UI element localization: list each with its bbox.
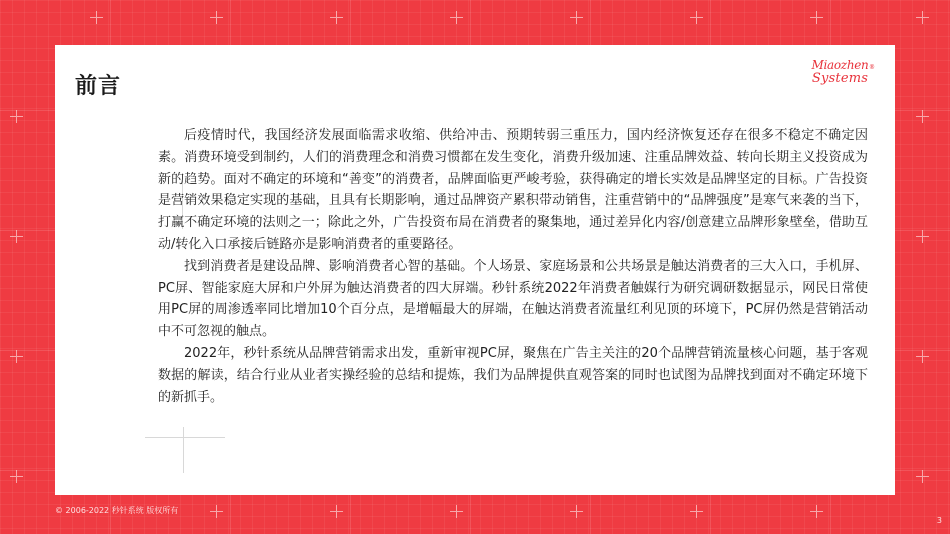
paragraph: 2022年，秒针系统从品牌营销需求出发，重新审视PC屏，聚焦在广告主关注的20个品牌营销流量核心问题，基于客观数据的解读，结合行业从业者实操经验的总结和提炼，我们为品牌提供直观答案的同时也试图为品牌找到面对不确定环境下的新抓手。: [158, 345, 868, 405]
grid-plus-marker: [570, 505, 583, 518]
grid-plus-marker: [10, 230, 23, 243]
paragraph: 后疫情时代，我国经济发展面临需求收缩、供给冲击、预期转弱三重压力，国内经济恢复还存在很多不稳定不确定因素。消费环境受到制约，人们的消费理念和消费习惯都在发生变化，消费升级加速、注重品牌效益、转向长期主义投资成为新的趋势。面对不确定的环境和“善变”的消费者，品牌面临更严峻考验，获得确定的增长实效是品牌坚定的目标。广告投资是营销效果稳定实现的基础，且具有长期影响，通过品牌资产累积带动销售，注重营销中的“品牌强度”是寒气来袭的当下，打赢不确定环境的法则之一；除此之外，广告投资布局在消费者的聚集地，通过差异化内容/创意建立品牌形象壁垒，借助互动/转化入口承接后链路亦是影响消费者的重要路径。: [158, 128, 868, 252]
grid-plus-marker: [450, 505, 463, 518]
decorative-horizontal-line: [145, 437, 225, 438]
page-number: 3: [936, 516, 942, 525]
grid-plus-marker: [916, 11, 929, 24]
grid-plus-marker: [10, 110, 23, 123]
grid-plus-marker: [210, 505, 223, 518]
content-card: [55, 45, 895, 495]
page-title: 前言: [75, 74, 122, 99]
logo-text-line2: Systems: [811, 71, 869, 86]
grid-plus-marker: [450, 11, 463, 24]
grid-plus-marker: [10, 470, 23, 483]
grid-plus-marker: [916, 470, 929, 483]
grid-plus-marker: [690, 505, 703, 518]
grid-plus-marker: [210, 11, 223, 24]
decorative-vertical-line: [183, 427, 184, 473]
grid-plus-marker: [916, 110, 929, 123]
grid-plus-marker: [916, 230, 929, 243]
grid-plus-marker: [810, 11, 823, 24]
grid-plus-marker: [690, 11, 703, 24]
paragraph: 找到消费者是建设品牌、影响消费者心智的基础。个人场景、家庭场景和公共场景是触达消费者的三大入口，手机屏、PC屏、智能家庭大屏和户外屏为触达消费者的四大屏端。秒针系统2022年消费者触媒行为研究调研数据显示，网民日常使用PC屏的周渗透率同比增加10个百分点，是增幅最大的屏端，在触达消费者流量红利见顶的环境下，PC屏仍然是营销活动中不可忽视的触点。: [158, 258, 868, 340]
grid-plus-marker: [90, 11, 103, 24]
grid-plus-marker: [330, 505, 343, 518]
brand-logo: [809, 58, 875, 86]
grid-plus-marker: [810, 505, 823, 518]
grid-plus-marker: [330, 11, 343, 24]
logo-text-line1: Miaozhen: [811, 58, 869, 72]
preface-body: [158, 125, 868, 408]
grid-plus-marker: [916, 350, 929, 363]
copyright-notice: © 2006-2022 秒针系统 版权所有: [55, 506, 179, 515]
logo-registered-mark: ®: [869, 64, 875, 71]
grid-plus-marker: [570, 11, 583, 24]
grid-plus-marker: [10, 350, 23, 363]
